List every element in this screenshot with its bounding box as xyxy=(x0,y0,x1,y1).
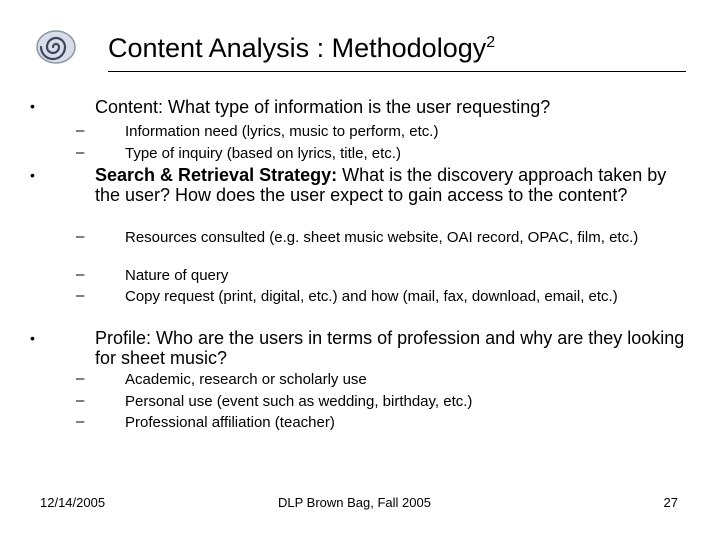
spiral-logo-icon xyxy=(34,24,78,68)
slide-title xyxy=(108,32,495,64)
dash-marker: – xyxy=(76,266,85,283)
sub-item: Resources consulted (e.g. sheet music website, OAI record, OPAC, film, etc.) xyxy=(125,229,639,246)
bullet-text: : What type of information is the user requesting? xyxy=(158,97,551,117)
sub-item: Nature of query xyxy=(125,267,229,284)
bullet-marker: • xyxy=(30,167,35,183)
bullet-content xyxy=(95,97,695,117)
bullet-text: : Who are the users in terms of profession and why are they looking for sheet music? xyxy=(95,328,685,368)
sub-item: Copy request (print, digital, etc.) and how (mail, fax, download, email, etc.) xyxy=(125,288,618,305)
bullet-content xyxy=(95,165,695,205)
bullet-term: Search & Retrieval Strategy: xyxy=(95,165,338,185)
dash-marker: – xyxy=(76,144,85,161)
sub-item: Professional affiliation (teacher) xyxy=(125,414,335,431)
slide-title-superscript: 2 xyxy=(486,34,496,51)
slide-title-main: Content Analysis : Methodology xyxy=(108,33,487,63)
title-divider xyxy=(108,71,686,72)
sub-item: Information need (lyrics, music to perform, etc.) xyxy=(125,123,439,140)
footer-event: DLP Brown Bag, Fall 2005 xyxy=(278,495,431,510)
sub-item: Type of inquiry (based on lyrics, title, etc.) xyxy=(125,145,401,162)
dash-marker: – xyxy=(76,287,85,304)
bullet-content xyxy=(95,328,695,368)
footer-date: 12/14/2005 xyxy=(40,495,106,510)
dash-marker: – xyxy=(76,392,85,409)
dash-marker: – xyxy=(76,228,85,245)
page-number: 27 xyxy=(663,495,678,510)
bullet-text: What is the discovery approach taken by the user? How does the user expect to gain access to the content? xyxy=(95,165,667,205)
sub-item: Personal use (event such as wedding, birthday, etc.) xyxy=(125,393,473,410)
dash-marker: – xyxy=(76,413,85,430)
bullet-marker: • xyxy=(30,98,35,114)
bullet-term: Profile xyxy=(95,328,147,348)
sub-item: Academic, research or scholarly use xyxy=(125,371,367,388)
bullet-marker: • xyxy=(30,330,35,346)
dash-marker: – xyxy=(76,122,85,139)
dash-marker: – xyxy=(76,370,85,387)
bullet-term: Content xyxy=(95,97,159,117)
